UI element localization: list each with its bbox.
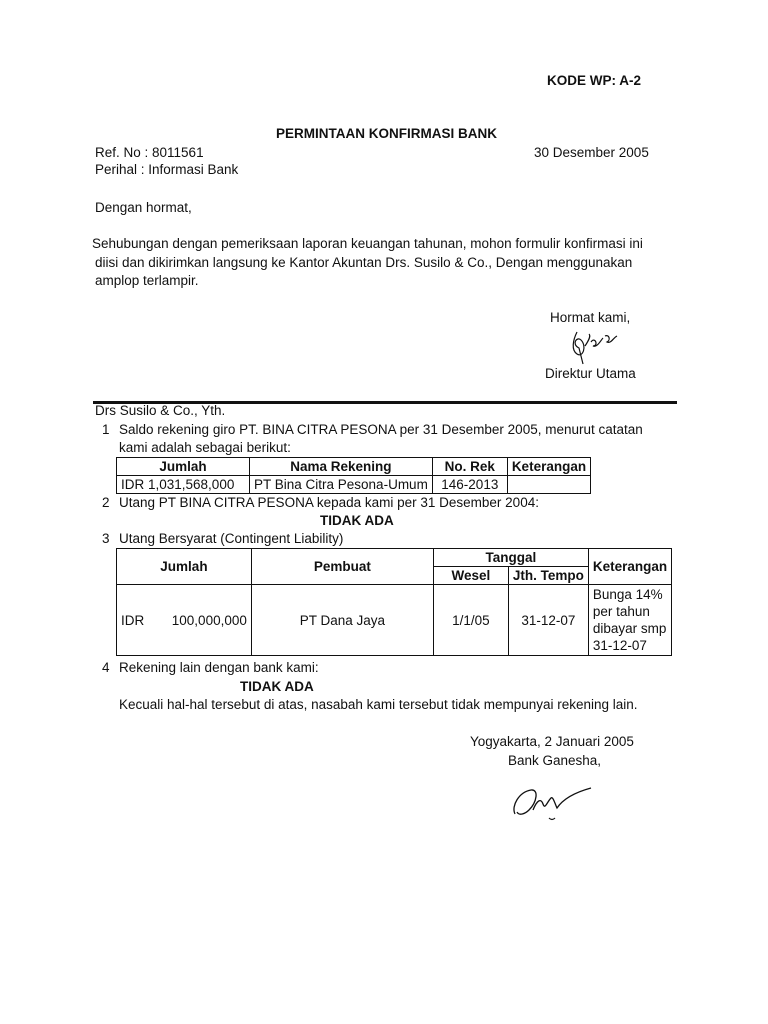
reply-addressee: Drs Susilo & Co., Yth. bbox=[95, 403, 226, 418]
header-jumlah: Jumlah bbox=[117, 458, 250, 476]
item-1-number: 1 bbox=[102, 422, 110, 437]
director-signature bbox=[565, 326, 625, 366]
item-4-number: 4 bbox=[102, 660, 110, 675]
bank-signature bbox=[505, 780, 600, 826]
item-2-answer: TIDAK ADA bbox=[320, 513, 394, 528]
cell-nama-rekening: PT Bina Citra Pesona-Umum bbox=[250, 476, 433, 494]
contingent-header-row-1 bbox=[117, 549, 672, 567]
cell-keterangan bbox=[588, 585, 671, 656]
item-3-text: Utang Bersyarat (Contingent Liability) bbox=[119, 531, 344, 546]
header-nama-rekening: Nama Rekening bbox=[250, 458, 433, 476]
item-1-text-line-1: Saldo rekening giro PT. BINA CITRA PESONA per 31 Desember 2005, menurut catatan bbox=[119, 422, 643, 437]
subject-line: Perihal : Informasi Bank bbox=[95, 162, 239, 177]
paragraph-line-1: Sehubungan dengan pemeriksaan laporan keuangan tahunan, mohon formulir konfirmasi ini bbox=[92, 236, 643, 251]
cell-jumlah bbox=[117, 585, 252, 656]
header-keterangan: Keterangan bbox=[507, 458, 590, 476]
bank-name: Bank Ganesha, bbox=[508, 753, 602, 768]
closing-salutation: Hormat kami, bbox=[550, 310, 631, 325]
item-3-number: 3 bbox=[102, 531, 110, 546]
keterangan-line: per tahun bbox=[592, 604, 650, 619]
cell-pembuat: PT Dana Jaya bbox=[251, 585, 433, 656]
cell-jumlah: IDR 1,031,568,000 bbox=[117, 476, 250, 494]
cell-jatuh-tempo: 31-12-07 bbox=[508, 585, 588, 656]
header-keterangan: Keterangan bbox=[588, 549, 671, 585]
greeting: Dengan hormat, bbox=[95, 200, 192, 215]
item-4-answer: TIDAK ADA bbox=[240, 679, 314, 694]
header-wesel: Wesel bbox=[433, 567, 508, 585]
cell-currency: IDR bbox=[121, 612, 145, 628]
keterangan-line: dibayar smp bbox=[592, 621, 667, 636]
item-4-text: Rekening lain dengan bank kami: bbox=[119, 660, 319, 675]
table-row bbox=[117, 476, 591, 494]
item-2-text: Utang PT BINA CITRA PESONA kepada kami per 31 Desember 2004: bbox=[119, 495, 539, 510]
paragraph-line-2: diisi dan dikirimkan langsung ke Kantor Akuntan Drs. Susilo & Co., Dengan menggunakan bbox=[95, 255, 633, 270]
item-1-text-line-2: kami adalah sebagai berikut: bbox=[119, 440, 291, 455]
letter-date: 30 Desember 2005 bbox=[534, 145, 649, 160]
header-no-rek: No. Rek bbox=[432, 458, 507, 476]
signer-title: Direktur Utama bbox=[545, 366, 636, 381]
header-tanggal: Tanggal bbox=[433, 549, 588, 567]
cell-keterangan bbox=[507, 476, 590, 494]
header-jatuh-tempo: Jth. Tempo bbox=[508, 567, 588, 585]
item-4-note: Kecuali hal-hal tersebut di atas, nasabah kami tersebut tidak mempunyai rekening lain. bbox=[119, 697, 638, 712]
giro-balance-table bbox=[116, 457, 591, 494]
document-title: PERMINTAAN KONFIRMASI BANK bbox=[276, 126, 497, 141]
keterangan-line: 31-12-07 bbox=[592, 638, 647, 653]
cell-wesel: 1/1/05 bbox=[433, 585, 508, 656]
contingent-liability-table bbox=[116, 548, 672, 656]
item-2-number: 2 bbox=[102, 495, 110, 510]
cell-amount: 100,000,000 bbox=[171, 612, 247, 628]
kode-wp: KODE WP: A-2 bbox=[547, 73, 641, 88]
header-pembuat: Pembuat bbox=[251, 549, 433, 585]
keterangan-line: Bunga 14% bbox=[592, 587, 663, 602]
paragraph-line-3: amplop terlampir. bbox=[95, 273, 199, 288]
reference-number: Ref. No : 8011561 bbox=[95, 145, 204, 160]
giro-table-header-row bbox=[117, 458, 591, 476]
header-jumlah: Jumlah bbox=[117, 549, 252, 585]
cell-no-rek: 146-2013 bbox=[432, 476, 507, 494]
place-date: Yogyakarta, 2 Januari 2005 bbox=[470, 734, 634, 749]
table-row bbox=[117, 585, 672, 656]
